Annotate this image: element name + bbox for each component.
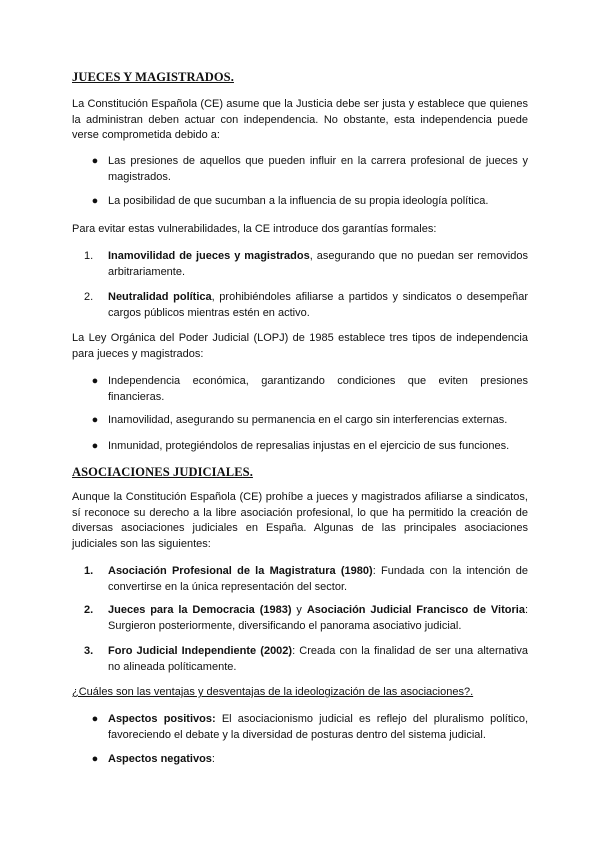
list-item: [91, 752, 528, 768]
bullet-icon: ●: [91, 753, 99, 765]
list-item: [84, 290, 528, 321]
list-item-text: Independencia económica, garantizando condiciones que eviten presiones financieras.: [108, 375, 528, 403]
association-name: Foro Judicial Independiente (2002): [108, 645, 293, 657]
list-item: [91, 194, 528, 210]
guarantees-intro: Para evitar estas vulnerabilidades, la CE introduce dos garantías formales:: [72, 223, 437, 235]
bullet-icon: ●: [91, 713, 99, 725]
list-item: [91, 374, 528, 405]
aspect-label: Aspectos negativos: [108, 753, 212, 765]
list-item: [91, 413, 528, 429]
list-item: [91, 154, 528, 185]
association-name: Asociación Judicial Francisco de Vitoria: [306, 604, 525, 616]
bullet-icon: ●: [91, 414, 99, 426]
lopj-intro: La Ley Orgánica del Poder Judicial (LOPJ) de 1985 establece tres tipos de independencia para jueces y magistrados:: [72, 332, 528, 360]
associations-intro: Aunque la Constitución Española (CE) prohíbe a jueces y magistrados afiliarse a sindicatos, sí reconoce su derecho a la libre asociación profesional, lo que ha permitido la creación de diversas asociaciones judiciales en España. Algunas de las principales asociaciones judiciales son las siguientes:: [72, 491, 528, 550]
association-text: : Surgieron posteriormente, diversificando el panorama asociativo judicial.: [108, 604, 528, 632]
association-text: : Creada con la finalidad de ser una alternativa no alineada políticamente.: [108, 645, 528, 673]
bullet-icon: ●: [91, 375, 99, 387]
list-item: [84, 603, 528, 634]
aspect-text: :: [211, 753, 215, 765]
list-item-text: Las presiones de aquellos que pueden influir en la carrera profesional de jueces y magistrados.: [108, 155, 528, 183]
bullet-icon: ●: [91, 195, 99, 207]
guarantee-term: Inamovilidad de jueces y magistrados: [108, 250, 310, 262]
association-name: Asociación Profesional de la Magistratura (1980): [108, 565, 373, 577]
question-heading: ¿Cuáles son las ventajas y desventajas de la ideologización de las asociaciones?.: [72, 686, 474, 698]
list-item: [84, 249, 528, 280]
list-item-text: Inamovilidad, asegurando su permanencia en el cargo sin interferencias externas.: [108, 414, 508, 426]
section-heading-asociaciones: ASOCIACIONES JUDICIALES.: [72, 465, 253, 479]
association-name: Jueces para la Democracia (1983): [108, 604, 292, 616]
section-heading-jueces: JUECES Y MAGISTRADOS.: [72, 70, 234, 84]
association-text: : Fundada con la intención de convertirse en la única representación del sector.: [108, 565, 528, 593]
guarantee-text: , asegurando que no puedan ser removidos arbitrariamente.: [108, 250, 528, 278]
bullet-icon: ●: [91, 440, 99, 452]
list-item: [84, 644, 528, 675]
association-connector: y: [291, 604, 307, 616]
list-item: [91, 712, 528, 743]
list-number: 1.: [84, 565, 94, 577]
list-number: 2.: [84, 291, 94, 303]
list-number: 3.: [84, 645, 94, 657]
aspect-text: El asociacionismo judicial es reflejo del pluralismo político, favoreciendo el debate y la diversidad de posturas dentro del sistema judicial.: [108, 713, 528, 741]
list-number: 1.: [84, 250, 94, 262]
bullet-icon: ●: [91, 155, 99, 167]
list-number: 2.: [84, 604, 94, 616]
list-item-text: La posibilidad de que sucumban a la influencia de su propia ideología política.: [108, 195, 489, 207]
list-item: [84, 564, 528, 595]
list-item-text: Inmunidad, protegiéndolos de represalias injustas en el ejercicio de sus funciones.: [108, 440, 510, 452]
guarantee-text: , prohibiéndoles afiliarse a partidos y sindicatos o desempeñar cargos públicos mientras estén en activo.: [108, 291, 528, 319]
intro-paragraph: La Constitución Española (CE) asume que la Justicia debe ser justa y establece que quienes la administran deben actuar con independencia. No obstante, esta independencia puede verse comprometida debido a:: [72, 98, 528, 141]
list-item: [91, 439, 528, 455]
aspect-label: Aspectos positivos:: [108, 713, 216, 725]
guarantee-term: Neutralidad política: [108, 291, 212, 303]
